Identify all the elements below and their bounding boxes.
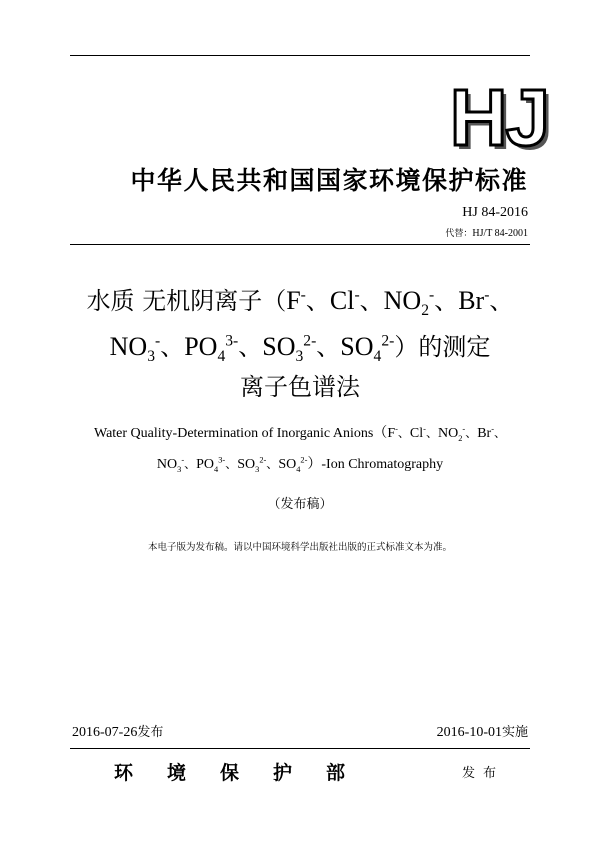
ion-f: F <box>286 286 301 315</box>
charge: - <box>423 424 426 434</box>
charge: 2- <box>259 455 267 465</box>
ion-no3: NO <box>156 457 178 472</box>
charge: - <box>484 286 490 304</box>
separator: 、 <box>266 457 279 471</box>
separator: 、 <box>434 287 459 315</box>
separator: 、 <box>305 287 330 315</box>
subscript: 2 <box>421 302 430 320</box>
ion-no2: NO <box>437 426 459 441</box>
ion-br: Br <box>477 426 492 441</box>
title-zh-prefix: 水质 无机阴离子（ <box>86 287 287 315</box>
ion-cl: Cl <box>409 426 424 441</box>
edition-note: 本电子版为发布稿。请以中国环境科学出版社出版的正式标准文本为准。 <box>147 542 452 553</box>
charge: 3- <box>218 455 226 465</box>
ion-so3: SO <box>237 457 256 472</box>
charge: 3- <box>225 332 239 350</box>
subscript: 4 <box>296 464 301 474</box>
issue-date <box>72 724 163 742</box>
separator: 、 <box>397 426 410 440</box>
separator: 、 <box>359 287 384 315</box>
standard-code: HJ 84-2016 <box>462 205 528 220</box>
separator: 、 <box>160 333 185 361</box>
charge: 2- <box>381 332 395 350</box>
subscript: 3 <box>177 464 182 474</box>
ion-so4: SO <box>278 457 297 472</box>
charge: - <box>429 286 435 304</box>
organization-title: 中华人民共和国国家环境保护标准 <box>130 166 528 195</box>
subscript: 2 <box>458 433 463 443</box>
separator: 、 <box>184 457 197 471</box>
separator: 、 <box>238 333 263 361</box>
issue-date-value: 2016-07-26 <box>72 725 138 740</box>
subscript: 4 <box>214 464 219 474</box>
charge: - <box>462 424 466 434</box>
issue-date-label: 发布 <box>137 725 164 740</box>
title-en-prefix: Water Quality-Determination of Inorganic Anions（ <box>93 426 388 441</box>
ion-no3: NO <box>109 332 148 361</box>
separator: 、 <box>489 287 514 315</box>
charge: - <box>354 286 360 304</box>
ion-po4: PO <box>184 332 218 361</box>
separator: 、 <box>316 333 341 361</box>
implement-date-value: 2016-10-01 <box>436 725 502 740</box>
title-zh-suffix: ）的测定 <box>394 333 491 361</box>
subscript: 4 <box>373 348 382 366</box>
charge: - <box>155 332 161 350</box>
implementation-date <box>437 724 528 742</box>
replaces-code: HJ/T 84-2001 <box>472 228 528 239</box>
ion-po4: PO <box>196 457 215 472</box>
charge: - <box>300 286 306 304</box>
subscript: 3 <box>295 348 304 366</box>
title-zh-line2 <box>0 330 600 364</box>
ion-br: Br <box>458 286 485 315</box>
ion-cl: Cl <box>329 286 355 315</box>
draft-label: （发布稿） <box>267 497 333 512</box>
header-rule <box>70 244 530 245</box>
replaces-note <box>445 228 528 240</box>
ion-no2: NO <box>383 286 422 315</box>
title-zh-method: 离子色谱法 <box>240 373 360 401</box>
replaces-label: 代替： <box>445 229 473 239</box>
charge: 2- <box>303 332 317 350</box>
hj-logo: HJ <box>449 73 548 162</box>
separator: 、 <box>494 426 507 440</box>
ion-so3: SO <box>262 332 296 361</box>
implement-date-label: 实施 <box>501 725 528 740</box>
separator: 、 <box>225 457 238 471</box>
charge: - <box>491 424 494 434</box>
footer-rule <box>70 748 530 749</box>
ion-f: F <box>387 426 396 441</box>
charge: - <box>395 424 398 434</box>
subscript: 4 <box>217 348 226 366</box>
subscript: 3 <box>255 464 260 474</box>
subscript: 3 <box>147 348 155 366</box>
top-rule <box>70 55 530 56</box>
separator: 、 <box>425 426 438 440</box>
title-zh-line3 <box>0 370 600 404</box>
title-en-line2 <box>0 455 600 474</box>
charge: 2- <box>300 455 308 465</box>
title-en-line1 <box>0 424 600 443</box>
issuer-name: 环境保护部 <box>114 762 380 784</box>
issuer-action: 发布 <box>462 766 505 781</box>
separator: 、 <box>465 426 478 440</box>
title-zh-line1 <box>0 284 600 318</box>
charge: - <box>181 455 185 465</box>
title-en-suffix: ）-Ion Chromatography <box>307 457 444 472</box>
ion-so4: SO <box>340 332 374 361</box>
